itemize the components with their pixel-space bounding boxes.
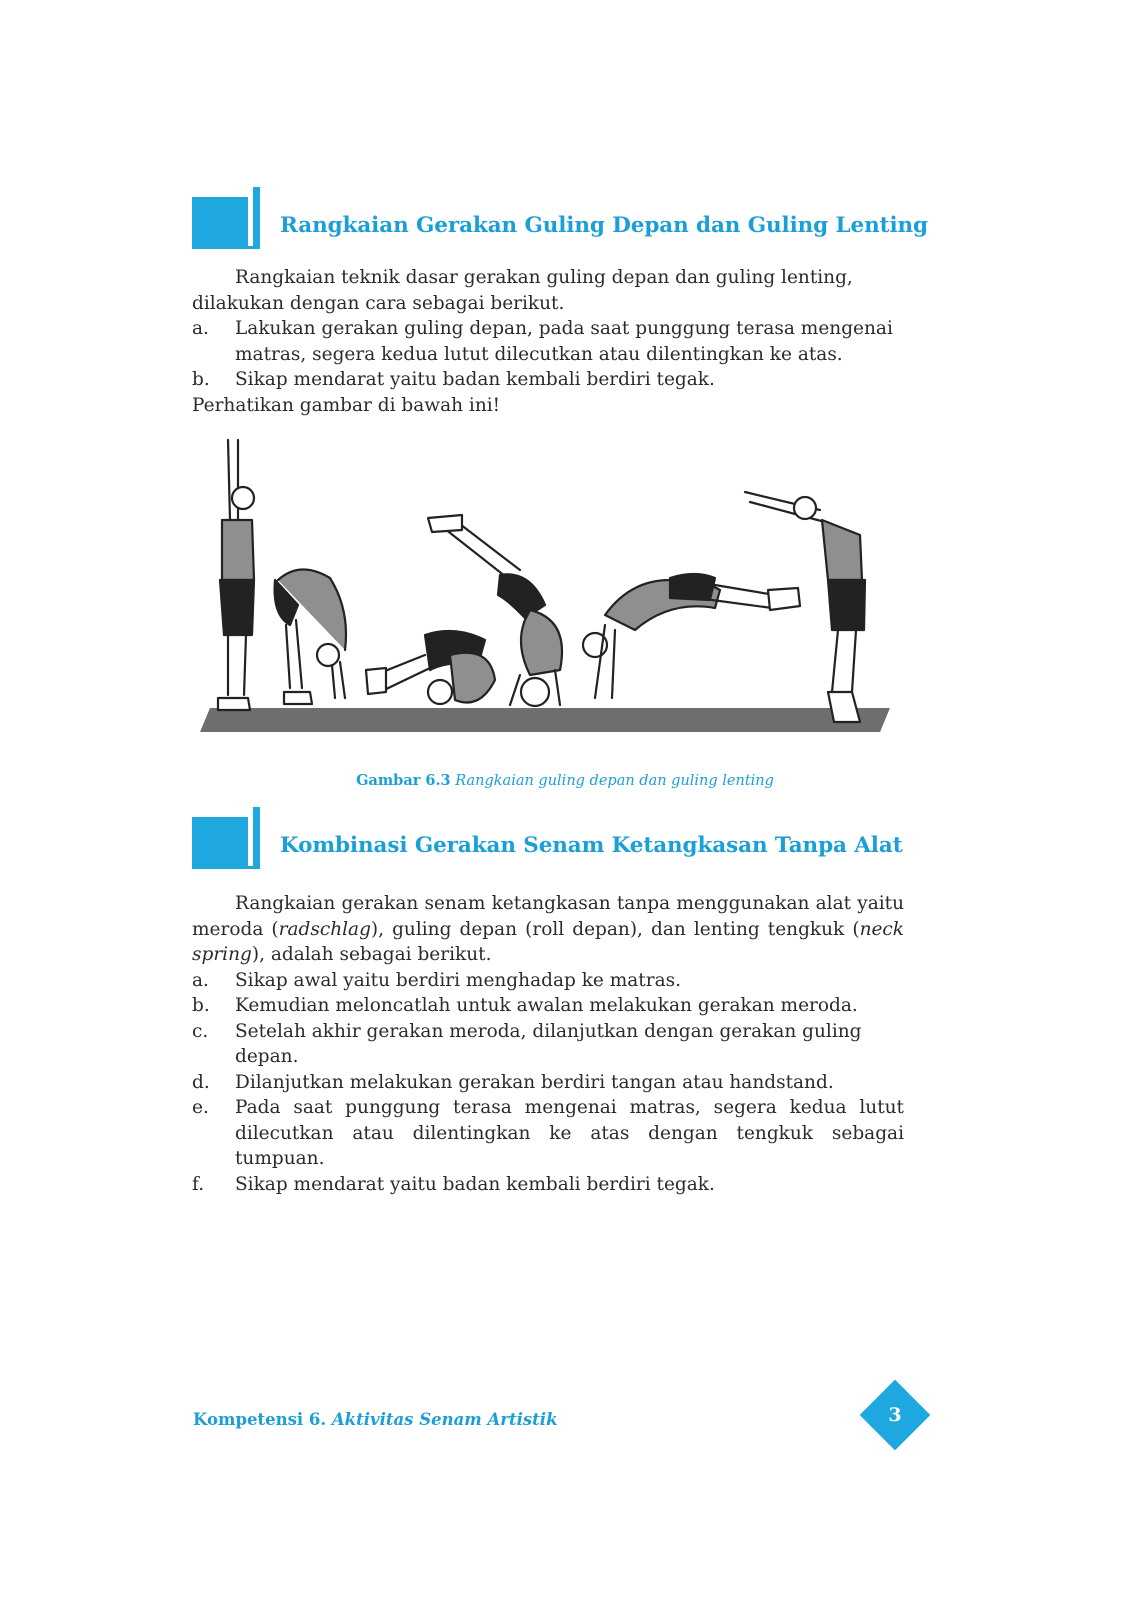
heading-bar-decoration (253, 807, 260, 869)
list-item (192, 1070, 904, 1096)
list-marker: b. (192, 369, 210, 390)
list-item (192, 968, 904, 994)
section-title: Rangkaian Gerakan Guling Depan dan Guling Lenting (280, 213, 928, 238)
footer-chapter-number: Kompetensi 6. (193, 1410, 327, 1429)
step-list (192, 316, 904, 393)
mat (200, 708, 890, 732)
intro-term-neck-spring: neck spring (192, 918, 904, 965)
intro-term-radschlag: radschlag (278, 918, 371, 940)
step-list (192, 968, 904, 1198)
figure-forward-roll (366, 631, 495, 704)
section-kombinasi-gerakan (192, 817, 904, 1197)
list-text: Dilanjutkan melakukan gerakan berdiri tangan atau handstand. (235, 1071, 834, 1093)
list-marker: a. (192, 318, 209, 339)
list-text: Sikap mendarat yaitu badan kembali berdiri tegak. (235, 369, 715, 390)
figure-standing-arms-up (218, 440, 254, 710)
section-outro: Perhatikan gambar di bawah ini! (192, 394, 501, 416)
list-item (192, 1095, 904, 1172)
page-number-badge (860, 1380, 930, 1450)
list-text: Pada saat punggung terasa mengenai matras, segera kedua lutut dilecutkan atau dilentingkan ke atas dengan tengkuk sebagai tumpuan. (235, 1097, 904, 1169)
list-item (192, 1019, 904, 1070)
list-text: Sikap awal yaitu berdiri menghadap ke matras. (235, 969, 681, 991)
figure-caption-text: Rangkaian guling depan dan guling lenting (455, 773, 774, 789)
heading-bar-decoration (253, 187, 260, 249)
list-item (192, 993, 904, 1019)
intro-text: ), adalah sebagai berikut. (251, 944, 492, 965)
intro-text: Rangkaian gerakan senam ketangkasan tanpa menggunakan alat yaitu meroda ( (192, 893, 904, 940)
list-item (192, 367, 904, 393)
intro-text: ), guling depan (roll depan), dan lenting tengkuk ( (370, 918, 860, 940)
list-marker: d. (192, 1071, 210, 1093)
list-marker: c. (192, 1020, 209, 1042)
section-intro: Rangkaian teknik dasar gerakan guling depan dan guling lenting, dilakukan dengan cara sebagai berikut. (192, 267, 853, 314)
section-intro (192, 891, 904, 968)
list-marker: f. (192, 1173, 205, 1195)
heading-baseline-decoration (248, 866, 260, 869)
section-heading (192, 197, 928, 261)
heading-block-decoration (192, 817, 248, 869)
figure-caption (0, 772, 1130, 789)
section-title: Kombinasi Gerakan Senam Ketangkasan Tanpa Alat (280, 833, 903, 858)
list-text: Setelah akhir gerakan meroda, dilanjutkan dengan gerakan guling depan. (235, 1020, 862, 1067)
heading-baseline-decoration (248, 246, 260, 249)
list-marker: a. (192, 969, 209, 991)
list-item (192, 316, 904, 367)
list-text: Kemudian meloncatlah untuk awalan melakukan gerakan meroda. (235, 995, 858, 1016)
page-number: 3 (888, 1404, 902, 1426)
list-text: Sikap mendarat yaitu badan kembali berdiri tegak. (235, 1173, 715, 1195)
section-heading (192, 817, 904, 881)
section-guling-lenting (192, 197, 928, 418)
figure-bending-forward (275, 569, 346, 704)
list-marker: b. (192, 995, 210, 1016)
figure-label: Gambar 6.3 (356, 772, 451, 789)
figure-back-arch (583, 574, 800, 698)
list-marker: e. (192, 1097, 209, 1118)
footer-chapter-title: Aktivitas Senam Artistik (331, 1410, 558, 1429)
heading-block-decoration (192, 197, 248, 249)
list-text: Lakukan gerakan guling depan, pada saat punggung terasa mengenai matras, segera kedua lutut dilecutkan atau dilentingkan ke atas. (235, 318, 893, 365)
list-item (192, 1172, 904, 1198)
gymnastics-sequence-illustration (200, 430, 900, 750)
footer-chapter (193, 1410, 558, 1429)
